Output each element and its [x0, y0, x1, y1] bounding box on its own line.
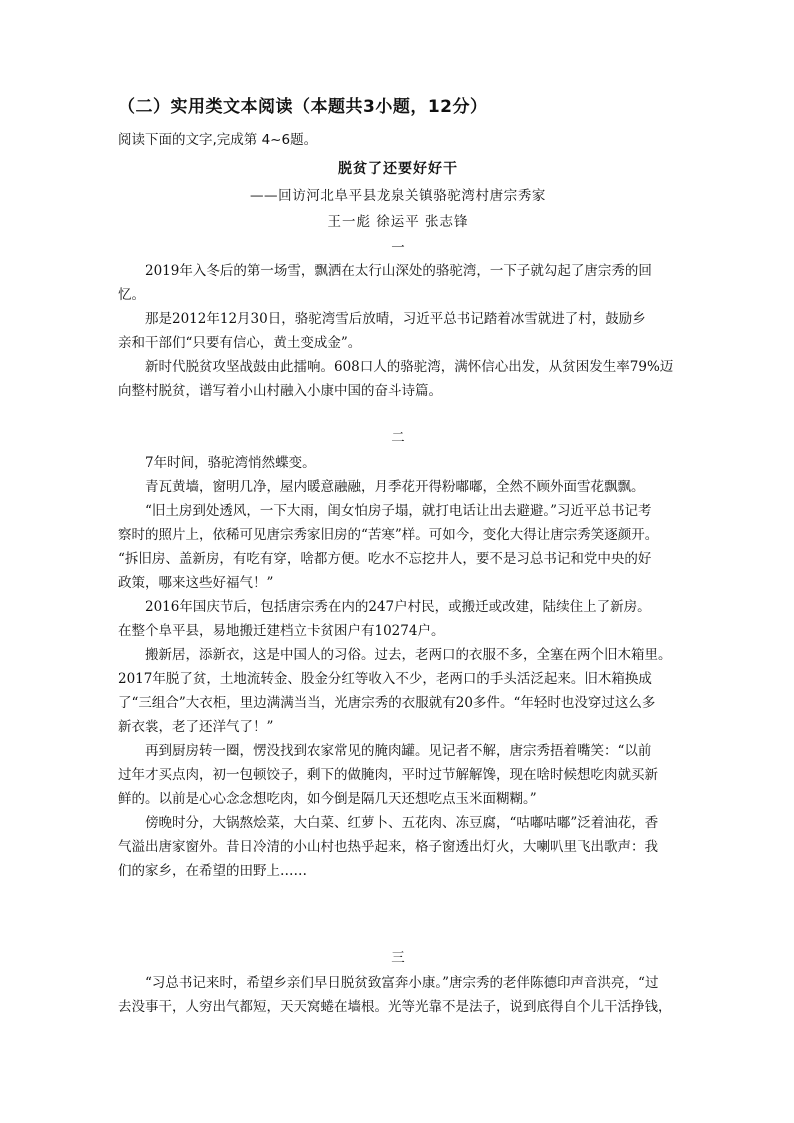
paragraph-line: 了“三组合”大衣柜，里边满满当当，光唐宗秀的衣服就有20多件。“年轻时也没穿过这么多	[118, 695, 656, 711]
paragraph-line: “拆旧房、盖新房，有吃有穿，啥都方便。吃水不忘挖井人，要不是习总书记和党中央的好	[118, 551, 652, 567]
paragraph-line: 搬新居，添新衣，这是中国人的习俗。过去，老两口的衣服不多，全塞在两个旧木箱里。	[145, 647, 672, 663]
article-subtitle: ——回访河北阜平县龙泉关镇骆驼湾村唐宗秀家	[249, 188, 547, 204]
paragraph-line: 气溢出唐家窗外。昔日冷清的小山村也热乎起来，格子窗透出灯火，大喇叭里飞出歌声：我	[118, 839, 658, 855]
paragraph-line: “习总书记来时，希望乡亲们早日脱贫致富奔小康。”唐宗秀的老伴陈德印声音洪亮，“过	[145, 975, 659, 991]
paragraph-line: 政策，哪来这些好福气！”	[118, 575, 274, 591]
section-marker-2: 二	[391, 430, 405, 446]
section-1-body	[118, 259, 678, 403]
paragraph-line: 向整村脱贫，谱写着小山村融入小康中国的奋斗诗篇。	[118, 383, 442, 399]
paragraph-line: “旧土房到处透风，一下大雨，闺女怕房子塌，就打电话让出去避避。”习近平总书记考	[145, 503, 652, 519]
paragraph-line: 在整个阜平县，易地搬迁建档立卡贫困户有10274户。	[118, 623, 445, 639]
paragraph-line: 过年才买点肉，初一包顿饺子，剩下的做腌肉，平时过节解解馋，现在啥时候想吃肉就买新	[118, 767, 658, 783]
paragraph-line: 察时的照片上，依稀可见唐宗秀家旧房的“苦寒”样。可如今，变化大得让唐宗秀笑逐颜开。	[118, 527, 659, 543]
paragraph-line: 2016年国庆节后，包括唐宗秀在内的247户村民，或搬迁或改建，陆续住上了新房。	[145, 599, 651, 615]
paragraph-line: 那是2012年12月30日，骆驼湾雪后放晴，习近平总书记踏着冰雪就进了村，鼓励乡	[145, 311, 646, 327]
paragraph-line: 去没事干，人穷出气都短，天天窝蜷在墙根。光等光靠不是法子，说到底得自个儿干活挣钱，	[118, 999, 672, 1015]
paragraph-line: 傍晚时分，大锅熬烩菜，大白菜、红萝卜、五花肉、冻豆腐，“咕嘟咕嘟”泛着油花，香	[145, 815, 659, 831]
paragraph-line: 亲和干部们“只要有信心，黄土变成金”。	[118, 335, 362, 351]
paragraph-line: 忆。	[118, 287, 145, 303]
paragraph-line: 2019年入冬后的第一场雪，飘洒在太行山深处的骆驼湾，一下子就勾起了唐宗秀的回	[145, 263, 652, 279]
paragraph-line: 鲜的。以前是心心念念想吃肉，如今倒是隔几天还想吃点玉米面糊糊。”	[118, 791, 537, 807]
section-marker-1: 一	[391, 240, 405, 256]
article-title: 脱贫了还要好好干	[338, 161, 458, 177]
article-authors: 王一彪 徐运平 张志锋	[327, 214, 469, 230]
section-marker-3: 三	[391, 950, 405, 966]
paragraph-line: 们的家乡，在希望的田野上……	[118, 863, 307, 879]
paragraph-line: 新衣裳，老了还洋气了！”	[118, 719, 274, 735]
paragraph-line: 再到厨房转一圈，愣没找到农家常见的腌肉罐。见记者不解，唐宗秀捂着嘴笑：“以前	[145, 743, 652, 759]
section-3-body	[118, 971, 678, 1019]
section-title: （二）实用类文本阅读（本题共3小题，12分）	[118, 97, 488, 117]
paragraph-line: 7年时间，骆驼湾悄然蝶变。	[145, 455, 316, 471]
reading-instruction: 阅读下面的文字,完成第 4~6题。	[118, 132, 318, 148]
paragraph-line: 青瓦黄墙，窗明几净，屋内暖意融融，月季花开得粉嘟嘟，全然不顾外面雪花飘飘。	[145, 479, 645, 495]
paragraph-line: 2017年脱了贫，土地流转金、股金分红等收入不少，老两口的手头活泛起来。旧木箱换成	[118, 671, 652, 687]
paragraph-line: 新时代脱贫攻坚战鼓由此擂响。608口人的骆驼湾，满怀信心出发，从贫困发生率79%迈	[145, 359, 674, 375]
section-2-body	[118, 451, 678, 883]
